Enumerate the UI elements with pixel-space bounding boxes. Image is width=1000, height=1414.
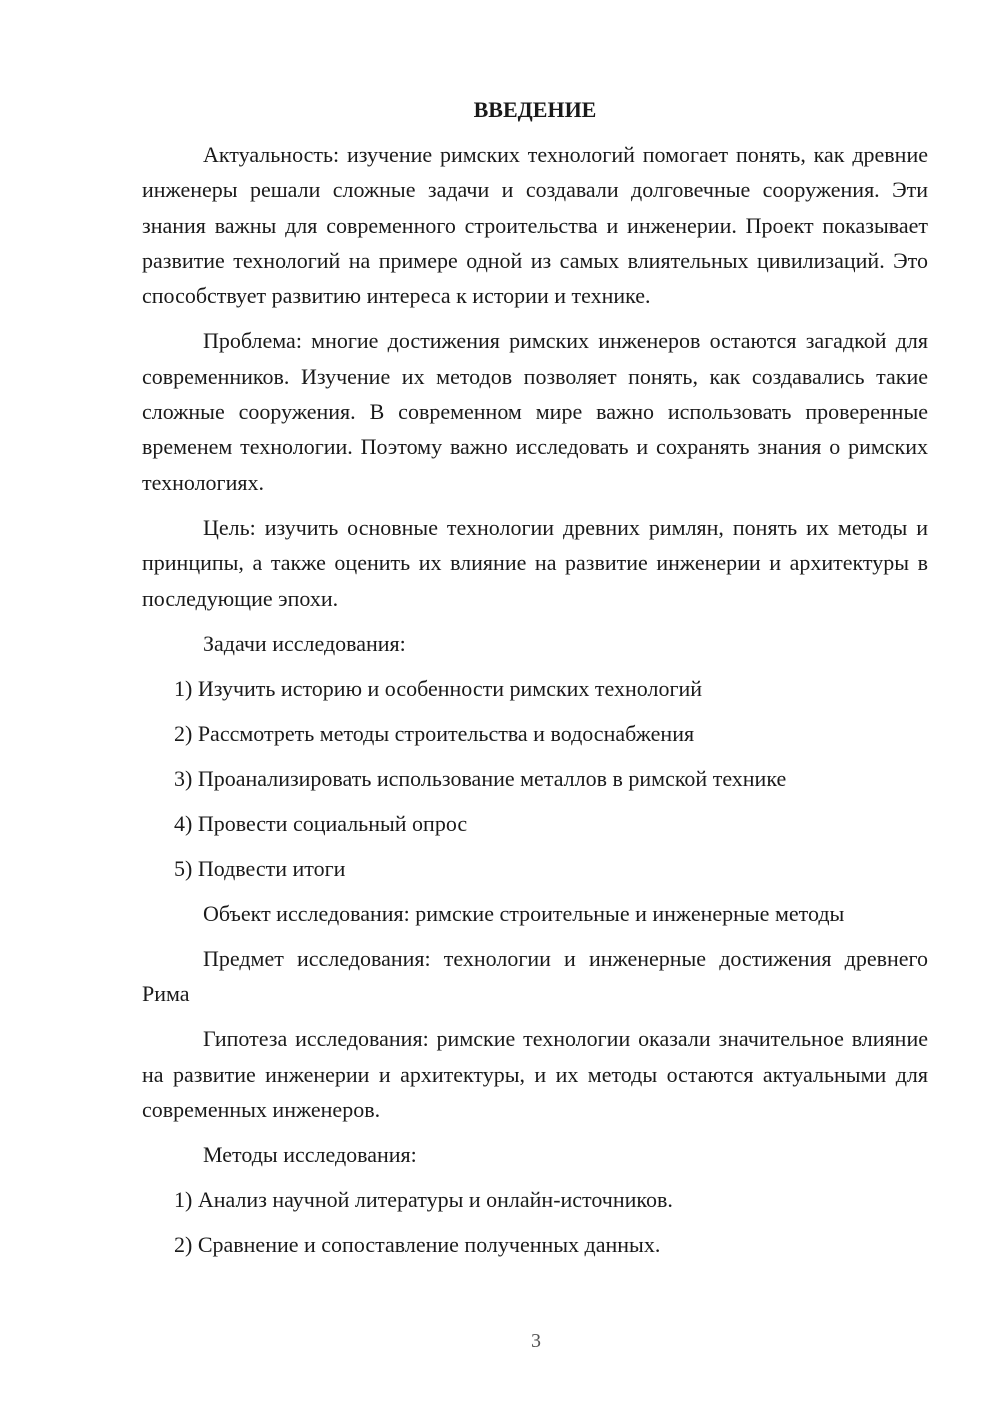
object-paragraph: Объект исследования: римские строительные и инженерные методы [203,900,845,926]
task-item: 5) Подвести итоги [174,855,346,881]
task-item: 4) Провести социальный опрос [174,810,468,836]
methods-heading: Методы исследования: [203,1142,417,1168]
task-item: 1) Изучить историю и особенности римских технологий [174,675,703,701]
document-page [142,92,928,1262]
task-item: 3) Проанализировать использование металлов в римской технике [174,765,787,791]
goal-paragraph: Цель: изучить основные технологии древних римлян, понять их методы и принципы, а также оценить их влияние на развитие инженерии и архитектуры в последующие эпохи. [142,514,928,611]
method-item: 2) Сравнение и сопоставление полученных данных. [174,1232,661,1258]
relevance-paragraph: Актуальность: изучение римских технологий помогает понять, как древние инженеры решали сложные задачи и создавали долговечные сооружения. Эти знания важны для современного строительства и инженерии. Проект показывает развитие технологий на примере одной из самых влиятельных цивилизаций. Это способствует развитию интереса к истории и технике. [142,142,928,309]
method-item: 1) Анализ научной литературы и онлайн-источников. [174,1187,673,1213]
tasks-heading: Задачи исследования: [203,630,406,656]
section-heading: ВВЕДЕНИЕ [473,97,597,122]
page-number: 3 [531,1330,541,1352]
task-item: 2) Рассмотреть методы строительства и водоснабжения [174,720,695,746]
subject-paragraph: Предмет исследования: технологии и инженерные достижения древнего Рима [142,945,928,1007]
problem-paragraph: Проблема: многие достижения римских инженеров остаются загадкой для современников. Изучение их методов позволяет понять, как создавались такие сложные сооружения. В современном мире важно использовать проверенные временем технологии. Поэтому важно исследовать и сохранять знания о римских технологиях. [142,328,928,495]
hypothesis-paragraph: Гипотеза исследования: римские технологии оказали значительное влияние на развитие инженерии и архитектуры, и их методы остаются актуальными для современных инженеров. [142,1026,928,1123]
